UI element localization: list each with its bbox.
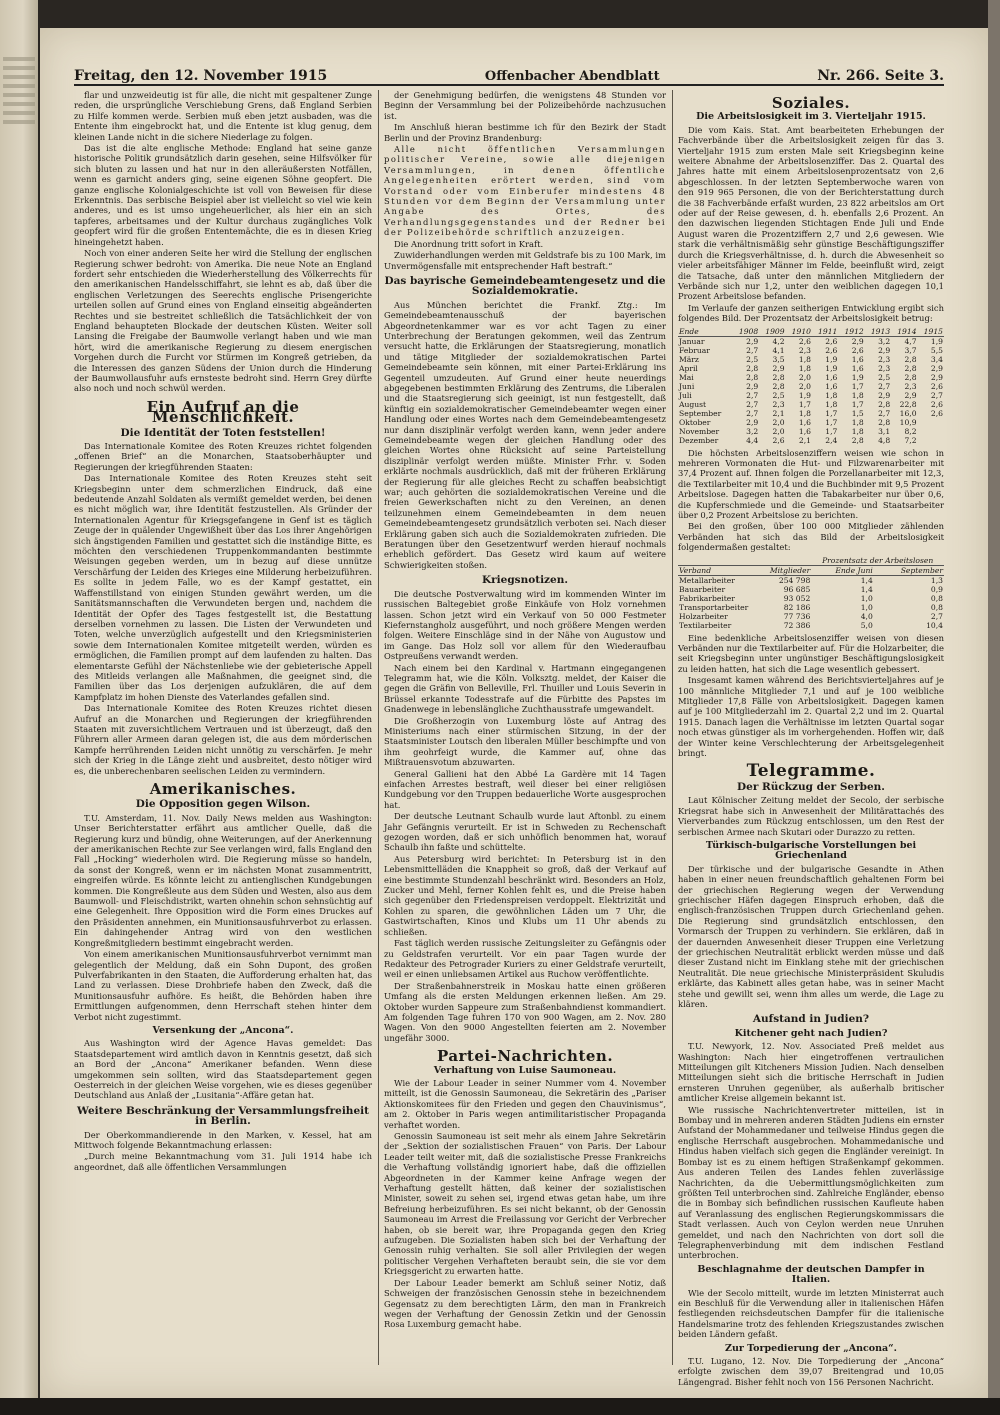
table-header-cell: 1909: [759, 327, 785, 337]
table-cell: 2,3: [904, 381, 917, 391]
table-cell: Juni: [679, 381, 695, 391]
table-cell: 2,9: [930, 363, 943, 373]
table-cell: 1,6: [851, 363, 864, 373]
table-header-cell: 1910: [786, 327, 812, 337]
table-cell: Februar: [679, 345, 710, 355]
subhead-dampfer: Beschlagnahme der deutschen Dampfer in Italien.: [697, 1263, 925, 1286]
table-cell: 2,0: [798, 372, 811, 382]
headline-partei: Partei-Nachrichten.: [436, 1047, 614, 1066]
table-cell: November: [679, 426, 720, 436]
article-paragraph: „Durch meine Bekanntmachung vom 31. Juli 1914 habe ich angeordnet, daß alle öffentlichen Versammlungen: [74, 1151, 372, 1172]
table-cell: 2,7: [878, 381, 891, 391]
table-cell: 0,8: [930, 593, 943, 603]
table-cell: 77 736: [783, 611, 811, 621]
table-cell: 2,1: [772, 408, 785, 418]
table-cell: 2,1: [798, 435, 811, 445]
subhead-identitaet: Die Identität der Toten feststellen!: [120, 426, 326, 439]
article-paragraph: der Genehmigung bedürfen, die wenigstens 48 Stunden vor Beginn der Versammlung bei der Polizeibehörde nachzusuchen ist.: [384, 90, 666, 121]
table-cell: 2,6: [930, 381, 943, 391]
article-paragraph: Wie der Labour Leader in seiner Nummer vom 4. November mitteilt, ist die Genossin Saumoneau, die Sekretärin des „Pariser Aktionskomitees für den Frieden und gegen den Chauvinismus“, am 2. Oktober in Paris wegen antimilitaristischer Propaganda verhaftet worden.: [384, 1077, 666, 1130]
table-cell: 10,9: [899, 417, 917, 427]
headline-bayern: Das bayrische Gemeindebeamtengesetz und die Sozialdemokratie.: [384, 274, 666, 298]
table-cell: März: [679, 354, 699, 364]
article-paragraph: Im Anschluß hieran bestimme ich für den Bezirk der Stadt Berlin und der Provinz Brandenburg:: [384, 122, 666, 143]
table-cell: 1,8: [798, 354, 811, 364]
article-paragraph: Aus Washington wird der Agence Havas gemeldet: Das Staatsdepartement wird amtlich davon in Kenntnis gesetzt, daß sich an Bord der „Ancona“ Amerikaner befanden. Wenn diese umgekommen sein sollten, wird das Staatsdepartement gegen Oesterreich in der gleichen Weise vorgehen, wie es dieses gegenüber Deutschland aus Anlaß der „Lusitania“-Affäre getan hat.: [74, 1038, 372, 1101]
unemployment-table: [678, 327, 944, 445]
table-header-cell: September: [874, 565, 944, 575]
table-header-cell: Mitglieder: [762, 565, 812, 575]
table-cell: 2,5: [878, 372, 891, 382]
article-paragraph: Insgesamt kamen während des Berichtsvierteljahres auf je 100 männliche Mitglieder 7,1 und auf je 100 weibliche Mitglieder 17,8 Fälle von Arbeitslosigkeit. Dagegen kamen auf je 100 Mitgliederzahl im 2. Quartal 2,2 und im 2. Quartal 1915. Danach lagen die Verhältnisse im letzten Quartal sogar noch etwas günstiger als im vorhergehenden. Hoffen wir, daß der Winter keine Verschlechterung der Arbeitsgelegenheit bringt.: [678, 675, 944, 759]
table-cell: Bauarbeiter: [679, 584, 726, 594]
table-cell: 1,8: [825, 399, 838, 409]
table-cell: 2,7: [878, 408, 891, 418]
table-row: [678, 575, 944, 585]
table-cell: 1,8: [798, 363, 811, 373]
table-cell: 96 685: [783, 584, 811, 594]
table-row: [678, 621, 944, 630]
article-paragraph: Alle nicht öffentlichen Versammlungen politischer Vereine, sowie alle diejenigen Versammlungen, in denen öffentliche Angelegenheiten erörtert werden, sind vom Vorstand oder vom Einberufer mindestens 48 Stunden vor dem Beginn der Versammlung unter Angabe des Ortes, des Verhandlungsgegenstandes und der Redner bei der Polizeibehörde schriftlich anzuzeigen.: [384, 144, 666, 238]
table-cell: 5,0: [860, 620, 873, 630]
table-cell: 4,2: [772, 336, 785, 346]
table-row: [678, 594, 944, 603]
article-paragraph: Aus Petersburg wird berichtet: In Petersburg ist in den Lebensmittelläden die Knappheit so groß, daß der Verkauf auf eine bestimmte Stundenzahl beschränkt wird. Besonders an Holz, Zucker und Mehl, ferner Kohlen fehlt es, und die Preise haben sich gegenüber den Friedenspreisen verdoppelt. Elektrizität und Kohlen zu sparen, die gewöhnlichen Läden um 7 Uhr, die Gastwirtschaften, Kinos und Klubs um 11 Uhr abends zu schließen.: [384, 853, 666, 937]
table-cell: 0,9: [930, 584, 943, 594]
table-cell: 82 186: [783, 602, 811, 612]
article-paragraph: General Gallieni hat den Abbé La Gardère mit 14 Tagen einfachen Arrestes bestraft, weil dieser bei einer religiösen Kundgebung vor den Truppen bedauerliche Worte ausgesprochen hat.: [384, 768, 666, 810]
table-cell: 4,8: [878, 435, 891, 445]
article-paragraph: Noch von einer anderen Seite her wird die Stellung der englischen Regierung schwer bedroht: von Amerika. Die neue Note an England fordert sehr entschieden die Wiederherstellung des Völkerrechts für den amerikanischen Handelsschiffahrt, sie lehnt es ab, daß über die englischen Verletzungen des Seerechts englische Prisengerichte urteilen sollen auf Grund eines von England einseitig abgeänderten Rechtes und sie bestreitet schließlich die Tatsächlichkeit der von England behaupteten Blockade der deutschen Küsten. Weiter soll Lansing die Freigabe der Baumwolle verlangt haben und wie man hört, wird die amerikanische Regierung zu diesem energischen Vorgehen durch die Furcht vor Stürmen im Kongreß getrieben, da die Interessen des ganzen Südens der Union durch die Hinderung der Baumwollausfuhr aufs ernsteste bedroht sind. Herrn Grey dürfte also noch und noch schwül werden.: [74, 248, 372, 394]
table-cell: 2,8: [851, 435, 864, 445]
table-row: [678, 418, 944, 427]
table-cell: 2,8: [904, 372, 917, 382]
table-cell: 1,4: [860, 575, 873, 585]
table-row: [678, 364, 944, 373]
subhead-griechenland: Türkisch-bulgarische Vorstellungen bei Griechenland: [705, 839, 917, 862]
column-divider: [378, 90, 379, 1365]
table-cell: 2,3: [798, 345, 811, 355]
table-cell: 1,9: [825, 363, 838, 373]
table-row: [678, 373, 944, 382]
article-paragraph: Die vom Kais. Stat. Amt bearbeiteten Erhebungen der Fachverbände über die Arbeitslosigkeit zeigen für das 3. Vierteljahr 1915 zum ersten Male seit Kriegsbeginn keine weitere Abnahme der Arbeitslosenziffer. Das 2. Quartal des Jahres hatte mit einem Arbeitslosenprozentsatz von 2,6 abgeschlossen. In der letzten Septemberwoche waren von den 919 965 Personen, die von der Berichterstattung durch die 38 Fachverbände erfaßt wurden, 23 822 arbeitslos am Ort oder auf der Reise gewesen, d. h. ebenfalls 2,6 Prozent. An den dazwischen liegenden Stichtagen Ende Juli und Ende August waren die Prozentziffern 2,7 und 2,6 gewesen. Wie stark die verhältnismäßig sehr günstige Beschäftigungsziffer durch die Kriegsverhältnisse, d. h. durch die Abwesenheit so vieler arbeitsfähiger Männer im Felde, beeinflußt wird, zeigt die Tatsache, daß unter den männlichen Mitgliedern der Verbände sich nur 1,2, unter den weiblichen dagegen 10,1 Prozent Arbeitslose befanden.: [678, 124, 944, 302]
table-cell: 0,8: [930, 602, 943, 612]
table-cell: 16,0: [899, 408, 917, 418]
table-cell: 2,9: [772, 363, 785, 373]
table-cell: Metallarbeiter: [679, 575, 735, 585]
page-edge-right: [988, 0, 1000, 1415]
masthead: [74, 58, 944, 86]
article-paragraph: Zuwiderhandlungen werden mit Geldstrafe bis zu 100 Mark, im Unvermögensfalle mit entsprechender Haft bestraft.“: [384, 250, 666, 271]
article-paragraph: Laut Kölnischer Zeitung meldet der Secolo, der serbische Kriegsrat habe sich in Anwesenheit der Militärattachés des Vierverbandes zum Rückzug entschlossen, um den Rest der serbischen Armee nach Skutari oder Durazzo zu retten.: [678, 795, 944, 837]
table-header-cell: 1912: [838, 327, 864, 337]
table-cell: 4,0: [860, 611, 873, 621]
article-paragraph: Das Internationale Komitee des Roten Kreuzes richtet folgenden „offenen Brief“ an die Monarchen, Staatsoberhäupter und Regierungen der kriegführenden Staaten:: [74, 441, 372, 472]
article-paragraph: Nach einem bei den Kardinal v. Hartmann eingegangenen Telegramm hat, wie die Köln. Volksztg. meldet, der Kaiser die gegen die Gräfin von Belleville, Frl. Thuiller und Louis Severin in Brüssel erkannte Todesstrafe auf die Fürbitte des Papstes im Gnadenwege in lebenslängliche Zuchthausstrafe umgewandelt.: [384, 662, 666, 715]
table-cell: 1,0: [860, 593, 873, 603]
article-paragraph: Im Verlaufe der ganzen seitherigen Entwicklung ergibt sich folgendes Bild. Der Prozentsatz der Arbeitslosigkeit betrug:: [678, 302, 944, 324]
table-cell: Holzarbeiter: [679, 611, 728, 621]
table-cell: 2,9: [746, 381, 759, 391]
table-cell: 2,8: [746, 372, 759, 382]
table-cell: 2,8: [904, 354, 917, 364]
table-cell: 1,9: [798, 390, 811, 400]
table-cell: 2,7: [746, 408, 759, 418]
table-cell: Dezember: [679, 435, 719, 445]
table-cell: 1,7: [825, 408, 838, 418]
column-2: [384, 90, 666, 1365]
table-cell: 2,5: [772, 390, 785, 400]
table-cell: 4,7: [904, 336, 917, 346]
article-paragraph: Die Großherzogin von Luxemburg löste auf Antrag des Ministeriums nach einer stürmischen Sitzung, in der der Staatsminister Loutsch den liberalen Müller beschimpfte und von ihm geohrfeigt wurde, die Kammer auf, ohne das Mißtrauensvotum abzuwarten.: [384, 715, 666, 768]
column-divider: [672, 90, 673, 1365]
table-cell: 1,6: [825, 381, 838, 391]
table-header-cell: 1908: [733, 327, 759, 337]
article-paragraph: Wie der Secolo mitteilt, wurde im letzten Ministerrat auch ein Beschluß für die Verwendung aller in italienischen Häfen festliegenden reichsdeutschen Dampfer für die italienische Handelsmarine trotz des fehlenden Kriegszustandes zwischen beiden Ländern gefaßt.: [678, 1287, 944, 1340]
article-paragraph: Der türkische und der bulgarische Gesandte in Athen haben in einer neuen freundschaftlich gehaltenen Form bei der griechischen Regierung wegen der Verwendung griechischer Häfen dagegen Einspruch erhoben, daß die englisch-französischen Truppen durch Griechenland gehen. Die Regierung sind grundsätzlich entschlossen, den Vormarsch der Truppen zu verhindern. Sie erklären, daß in der dauernden Anwesenheit dieser Truppen eine Verletzung der griechischen Neutralität erblickt werden müsse und daß dieser Zustand nicht im Einklang stehe mit der griechischen Neutralität. Die neue griechische Ministerpräsident Skuludis erklärte, das Kabinett alles getan habe, was in seiner Macht stehe und gewillt sei, wenn ihm alles um werde, die Lage zu klären.: [678, 863, 944, 1009]
table-cell: 2,8: [878, 399, 891, 409]
page-edge-bottom: [0, 1398, 1000, 1415]
union-table: [678, 556, 944, 630]
table-cell: 2,9: [878, 390, 891, 400]
table-cell: Januar: [679, 336, 705, 346]
table-cell: 1,7: [825, 417, 838, 427]
table-cell: 93 052: [783, 593, 811, 603]
table-row: [678, 382, 944, 391]
article-paragraph: Von einem amerikanischen Munitionsausfuhrverbot vernimmt man gelegentlich der Meldung, daß ein Sohn Dupont, des großen Pulverfabrikanten in den Staaten, die Aufforderung erhalten hat, das Land zu verlassen. Diese Drohbriefe haben den Zweck, daß die Munitionsausfuhr aufhöre. Es heißt, die Behörden haben ihre Ermittlungen aufgenommen, denn Herrschaft stehen hinter dem Verbot nicht zugestimmt.: [74, 949, 372, 1022]
table-cell: 1,8: [798, 408, 811, 418]
article-paragraph: T.U. Newyork, 12. Nov. Associated Preß meldet aus Washington: Nach hier eingetroffenen vertraulichen Mitteilungen gilt Kitcheners Mission Judien. Nach denselben Mitteilungen sieht sich die britische Herrschaft in Judien ernsteren Unruhen gegenüber, als außerhalb britischer amtlicher Kreise allgemein bekannt ist.: [678, 1041, 944, 1104]
table-cell: 1,8: [851, 426, 864, 436]
table-cell: September: [679, 408, 722, 418]
headline-telegramme: Telegramme.: [746, 761, 876, 782]
table-cell: 2,6: [772, 435, 785, 445]
issue-number: Nr. 266. Seite 3.: [817, 68, 944, 84]
table-cell: 2,0: [798, 381, 811, 391]
table-cell: 3,5: [772, 354, 785, 364]
subhead-kitchener: Kitchener geht nach Judien?: [734, 1027, 888, 1039]
column-1: [74, 90, 372, 1365]
table-cell: 2,5: [746, 354, 759, 364]
subhead-arbeitslosigkeit: Die Arbeitslosigkeit im 3. Vierteljahr 1915.: [696, 111, 926, 123]
headline-amerikanisches: Amerikanisches.: [149, 780, 297, 798]
article-paragraph: Genossin Saumoneau ist seit mehr als einem Jahre Sekretärin der „Sektion der sozialistischen Frauen“ von Paris. Der Labour Leader teilt weiter mit, daß die sozialistische Presse Frankreichs die Verhaftung vollständig ignoriert habe, daß die offiziellen Abgeordneten in der Kammer keine Anfrage wegen der Verhaftung gestellt hätten, daß keiner der sozialistischen Minister, soweit zu sehen sei, irgend etwas getan habe, um ihre Befreiung herbeizuführen. Es sei nicht bekannt, ob der Genossin Saumoneau im Arrest die Freilassung vor Gericht der Verbrecher haben, ob sie bereit war, ihre Propaganda gegen den Krieg aufzugeben. Die Sozialisten haben sich bei der Verhaftung der Genossin ruhig verhalten. Sie soll aller Privilegien der wegen politischer Vergehen Verhafteten beraubt sein, die sie vor dem Kriegsgericht zu erwarten hatte.: [384, 1131, 666, 1277]
table-cell: 4,4: [746, 435, 759, 445]
table-cell: 22,8: [899, 399, 917, 409]
table-cell: 254 798: [778, 575, 811, 585]
table-row: [678, 603, 944, 612]
table-cell: 2,9: [746, 336, 759, 346]
article-paragraph: Der Oberkommandierende in den Marken, v. Kessel, hat am Mittwoch folgende Bekanntmachung erlassen:: [74, 1129, 372, 1150]
issue-date: Freitag, den 12. November 1915: [74, 68, 328, 84]
table-cell: 8,2: [904, 426, 917, 436]
table-cell: 2,6: [825, 345, 838, 355]
table-cell: 3,2: [878, 336, 891, 346]
table-cell: 1,6: [798, 417, 811, 427]
column-3: [678, 90, 944, 1387]
table-row: [678, 336, 944, 346]
table-cell: 2,6: [930, 408, 943, 418]
table-cell: 2,9: [930, 372, 943, 382]
table-cell: 2,9: [746, 417, 759, 427]
table-cell: 1,3: [930, 575, 943, 585]
subhead-saumoneau: Verhaftung von Luise Saumoneau.: [433, 1064, 617, 1076]
table-cell: 1,6: [798, 426, 811, 436]
table-cell: [918, 436, 944, 445]
table-header-cell: 1914: [891, 327, 917, 337]
table-cell: 2,8: [904, 363, 917, 373]
table-cell: 2,6: [825, 336, 838, 346]
article-paragraph: flar und unzweideutig ist für alle, die nicht mit gespaltener Zunge reden, die ursprüngliche Verschiebung Grens, daß England Serbien zu Hilfe kommen werde. Serbien muß eben jetzt ausbaden, was die Entente ihm eingebrockt hat, und die Entente ist klug genug, dem kleinen Lande nicht in die sichere Niederlage zu folgen.: [74, 90, 372, 142]
table-cell: 2,3: [878, 363, 891, 373]
headline-soziales: Soziales.: [771, 94, 851, 112]
table-cell: 2,7: [930, 611, 943, 621]
table-cell: 1,8: [851, 390, 864, 400]
table-cell: 2,9: [851, 336, 864, 346]
table-cell: 2,3: [878, 354, 891, 364]
table-cell: 7,2: [904, 435, 917, 445]
table-cell: 1,9: [825, 354, 838, 364]
table-cell: 1,7: [798, 399, 811, 409]
subhead-judien: Aufstand in Judien?: [752, 1013, 870, 1026]
table-header-cell: 1913: [865, 327, 891, 337]
article-paragraph: Die deutsche Postverwaltung wird im kommenden Winter im russischen Baltegebiet große Einkäufe von Holz vornehmen lassen. Schon jetzt wird ein Verkauf von 50 000 Festmeter Kiefernstangholz ausgeführt, und noch größere Mengen werden folgen. Weitere Einschläge sind in der Nähe von Augustow und im Gange. Das Holz soll vor allem für den Wiederaufbau Ostpreußens verwandt werden.: [384, 588, 666, 662]
table-cell: 2,8: [772, 372, 785, 382]
table-cell: 1,7: [851, 381, 864, 391]
headline-aufruf: Ein Aufruf an die Menschlichkeit.: [146, 397, 300, 427]
table-cell: 2,3: [772, 399, 785, 409]
table-cell: 1,0: [860, 602, 873, 612]
table-cell: 2,6: [930, 399, 943, 409]
table-header-cell: Verband: [678, 565, 762, 575]
table-header-cell: 1915: [918, 327, 944, 337]
article-paragraph: Der deutsche Leutnant Schaulb wurde laut Aftonbl. zu einem Jahr Gefängnis verurteilt. Er ist in Schweden zu Rechenschaft gezogen worden, daß er sich unhöflich benommen hat, worauf Schaulb ihn faßte und schüttelte.: [384, 811, 666, 853]
table-row: [678, 585, 944, 594]
subhead-opposition: Die Opposition gegen Wilson.: [135, 798, 311, 811]
table-cell: Transportarbeiter: [679, 602, 749, 612]
table-cell: April: [679, 363, 698, 373]
article-paragraph: Die höchsten Arbeitslosenziffern weisen wie schon in mehreren Vormonaten die Hut- und Filzwarenarbeiter mit 37,4 Prozent auf. Ihnen folgen die Porzellanarbeiter mit 12,3, die Textilarbeiter mit 10,4 und die Buchbinder mit 9,5 Prozent Arbeitslose. Dagegen hatten die Tabakarbeiter nur über 0,6, die Kupferschmiede und die Gemeinde- und Staatsarbeiter über 0,2 Prozent Arbeitslose zu berichten.: [678, 447, 944, 520]
table-cell: 1,4: [860, 584, 873, 594]
table-cell: 1,9: [851, 372, 864, 382]
table-cell: 1,8: [825, 390, 838, 400]
table-cell: 1,8: [851, 417, 864, 427]
table-cell: 3,2: [746, 426, 759, 436]
table-cell: 2,8: [878, 417, 891, 427]
table-cell: 5,5: [930, 345, 943, 355]
table-row: [678, 400, 944, 409]
table-row: [678, 391, 944, 400]
paper-title: Offenbacher Abendblatt: [484, 69, 660, 84]
table-cell: 1,7: [825, 426, 838, 436]
table-row: [678, 355, 944, 364]
article-paragraph: T.U. Lugano, 12. Nov. Die Torpedierung der „Ancona“ erfolgte zwischen dem 39,07 Breitengrad und 10,05 Längengrad. Bisher fehlt noch von 156 Personen Nachricht.: [678, 1356, 944, 1387]
table-cell: 2,7: [746, 345, 759, 355]
table-cell: 1,9: [930, 336, 943, 346]
table-cell: 2,8: [772, 381, 785, 391]
table-cell: 2,7: [746, 390, 759, 400]
table-cell: 2,6: [851, 345, 864, 355]
article-paragraph: Das Internationale Komitee des Roten Kreuzes steht seit Kriegsbeginn unter dem schmerzlichen Eindruck, daß eine bedeutende Anzahl Soldaten als vermißt gemeldet werden, bei denen es nicht möglich war, ihre Identität festzustellen. Als Gründer der Internationalen Agentur für Kriegsgefangene in Genf ist es täglich Zeuge der in quälender Ungewißheit über das Los ihrer Angehörigen sich ängstigenden Familien und gestattet sich die inständige Bitte, es möchten den verschiedenen Truppenkommandanten bestimmte Weisungen gegeben werden, um in bezug auf diese unnütze Verschärfung der Leiden des Krieges eine Milderung herbeizuführen. Es sollte in jedem Falle, wo es der Kampf gestattet, ein Waffenstillstand von einigen Stunden gewährt werden, um die Sanitätsmannschaften die Verwundeten bergen und, nachdem die Identität der Opfer des Tages festgestellt ist, die Bestattung derselben vornehmen zu lassen. Die Listen der Verwundeten und Toten, welche unverzüglich aufgestellt und den Kriegsministerien sowie dem Internationalen Komitee mitgeteilt werden, würden es ermöglichen, die Familien prompt auf dem laufenden zu halten. Das elementarste Gefühl der Nächstenliebe wie der gebieterische Appell des Mitleids verlangen alle Maßnahmen, die geeignet sind, die Familien über das Los derjenigen aufzuklären, die auf dem Kampfplatz im hohen Dienste des Vaterlandes gefallen sind.: [74, 473, 372, 702]
previous-page-stub: [0, 0, 38, 52]
table-cell: 2,7: [746, 399, 759, 409]
table-cell: 4,1: [772, 345, 785, 355]
newspaper-page: [40, 28, 988, 1398]
table-cell: 1,6: [825, 372, 838, 382]
article-paragraph: Eine bedenkliche Arbeitslosenziffer weisen von diesen Verbänden nur die Textilarbeiter auf. Für die Holzarbeiter, die seit Kriegsbeginn unter ungünstiger Beschäftigungslosigkeit zu leiden hatten, hat sich die Lage wesentlich gebessert.: [678, 632, 944, 674]
table-cell: August: [679, 399, 707, 409]
table-cell: 1,7: [851, 399, 864, 409]
table-cell: Oktober: [679, 417, 711, 427]
table-cell: Juli: [679, 390, 692, 400]
table-row: [678, 409, 944, 418]
table-cell: 2,8: [746, 363, 759, 373]
table-row: [678, 427, 944, 436]
headline-kriegsnotizen: Kriegsnotizen.: [482, 574, 568, 587]
table-cell: 2,7: [930, 390, 943, 400]
table-row: [678, 612, 944, 621]
table-row: [678, 436, 944, 445]
article-paragraph: T.U. Amsterdam, 11. Nov. Daily News melden aus Washington: Unser Berichterstatter erfährt aus amtlicher Quelle, daß die Regierung kurz und bündig, ohne Weiterungen, auf der Anerkennung der amerikanischen Rechte zur See verlangen wird, falls England den Fall „Hocking“ wiederholen wird. Die Regierung müsse so handeln, da sonst der Kongreß, wenn er im nächsten Monat zusammentritt, eingreifen würde. Es könnte leicht zu antienglischen Kundgebungen kommen. Die Kongreßleute aus dem Süden und Westen, also aus dem Baumwoll- und Fleischdistrikt, warten ohnehin schon sehnsüchtig auf eine Gelegenheit. Ihre Opposition wird die Form eines Druckes auf den Präsidenten annehmen, ein Munitionsausfuhrverbot zu erlassen. Ein dahingehender Antrag wird von den westlichen Kongreßmitgliedern bestimmt eingebracht werden.: [74, 812, 372, 948]
table-cell: 2,9: [904, 390, 917, 400]
article-paragraph: Fast täglich werden russische Zeitungsleiter zu Gefängnis oder zu Geldstrafen verurteilt. Vor ein paar Tagen wurde der Redakteur des Petrograder Kuriers zu einer Geldstrafe verurteilt, weil er einen unliebsamen Artikel aus Ruchow veröffentlichte.: [384, 938, 666, 980]
table-header-cell: Ende: [678, 327, 733, 337]
table-cell: Fabrikarbeiter: [679, 593, 735, 603]
article-paragraph: Aus München berichtet die Frankf. Ztg.: Im Gemeindebeamtenausschuß der bayerischen Abgeordnetenkammer war es vor acht Tagen zu einer Unterbrechung der Beratungen gekommen, weil das Zentrum versucht hatte, die Erklärungen der Staatsregierung, monatlich und tätige Mitglieder der sozialdemokratischen Partei Gemeindebeamte sein können, mit einer Partei-Erklärung ins Gegenteil umzudeuten. Auf Grund einer heute neuerdings abgegebenen bestimmten Erklärung des Zentrums, die Liberalen und die Staatsregierung sich geeinigt, ist nun festgestellt, daß künftig ein sozialdemokratischer Gemeindebeamter wegen einer Handlung oder eines Wortes nach dem Gemeindebeamtengesetz nur dann disziplinär verfolgt werden kann, wenn jeder andere Gemeindebeamte wegen der gleichen Handlung oder des gleichen Wortes ohne Rücksicht auf seine Parteistellung disziplinär verfolgt werden müßte. Minister Frhr. v. Soden erklärte nochmals ausdrücklich, daß mit der früheren Erklärung der Regierung für alle gleiches Recht zu schaffen beabsichtigt war; auch gehörten die sozialdemokratischen Vereine und die freien Gewerkschaften nicht zu den Vereinen, an denen teilzunehmen einem Gemeindebeamten in dem neuen Gemeindebeamtengesetz grundsätzlich verboten sei. Nach dieser Erklärung gaben sich auch die Sozialdemokraten zufrieden. Die Beratungen über den Gesetzentwurf werden hierauf nochmals erheblich gefördert. Das Gesetz wird kaum auf weitere Schwierigkeiten stoßen.: [384, 299, 666, 570]
table-superheader: Prozentsatz der Arbeitslosen: [811, 556, 944, 566]
previous-page-edge: [0, 0, 38, 1415]
article-paragraph: Der Straßenbahnerstreik in Moskau hatte einen größeren Umfang als die ersten Meldungen erkennen ließen. Am 29. Oktober wurden Sappeure zum Straßenbahndienst kommandiert. Am folgenden Tage fuhren 170 von 900 Wagen, am 2. Nov. 280 Wagen. Von den 9000 Angestellten feierten am 2. November ungefähr 3000.: [384, 980, 666, 1043]
article-paragraph: Das ist die alte englische Methode: England hat seine ganze historische Politik grundsätzlich darin gesehen, seine Hilfsvölker für sich bluten zu lassen und hat nur in den alleräußersten Notfällen, wenn es garnicht anders ging, seine eigenen Söhne geopfert. Die ganze englische Kolonialgeschichte ist voll von Beweisen für diese Erkenntnis. Das serbische Beispiel aber ist vielleicht so viel wie kein anderes, und es ist umso ungeheuerlicher, als hier ein an sich tapferes, arbeitsames und der Kultur durchaus zugängliches Volk geopfert wird für die großen Ententemächte, die es in diesen Krieg hineingehetzt haben.: [74, 143, 372, 247]
table-cell: 3,7: [904, 345, 917, 355]
table-cell: 1,5: [851, 408, 864, 418]
article-paragraph: Bei den großen, über 100 000 Mitglieder zählenden Verbänden hat sich das Bild der Arbeitslosigkeit folgendermaßen gestaltet:: [678, 521, 944, 553]
table-cell: Textilarbeiter: [679, 620, 732, 630]
table-header-cell: Ende Juni: [811, 565, 874, 575]
subhead-versammlungsfreiheit: Weitere Beschränkung der Versammlungsfreiheit in Berlin.: [77, 1104, 369, 1128]
table-cell: 3,4: [930, 354, 943, 364]
article-paragraph: Wie russische Nachrichtenvertreter mitteilen, ist in Bombay und in mehreren anderen Städten Judiens ein ernster Aufstand der Mohammedaner und teilweise Hindus gegen die englische Herrschaft ausgebrochen. Mohammedanische und Hindus haben vielfach sich gegen die Engländer vereinigt. In Bombay ist es zu einem heftigen Straßenkampf gekommen. Aus anderen Teilen des Landes fehlen zuverlässige Nachrichten, da die Uebermittlungsmöglichkeiten zum größten Teil unterbrochen sind. Zahlreiche Engländer, ebenso die in Bombay sich befindlichen russischen Kaufleute haben auf Veranlassung des englischen Regierungskommissars die Stadt verlassen. Auch von Ceylon werden neue Unruhen gemeldet, und nach den Nachrichten von dort soll die Telegraphenverbindung mit dem indischen Festland unterbrochen.: [678, 1104, 944, 1261]
table-cell: 1,6: [851, 354, 864, 364]
table-cell: 2,0: [772, 417, 785, 427]
table-cell: Mai: [679, 372, 694, 382]
subhead-ancona: Versenkung der „Ancona“.: [152, 1024, 294, 1036]
table-cell: 10,4: [926, 620, 943, 630]
table-cell: [918, 418, 944, 427]
table-cell: 2,4: [825, 435, 838, 445]
table-cell: 2,6: [798, 336, 811, 346]
article-paragraph: Die Anordnung tritt sofort in Kraft.: [394, 238, 544, 249]
table-cell: 2,9: [878, 345, 891, 355]
table-cell: 2,0: [772, 426, 785, 436]
table-cell: 3,1: [878, 426, 891, 436]
subhead-serben: Der Rückzug der Serben.: [737, 780, 885, 793]
table-row: [678, 346, 944, 355]
table-cell: [918, 427, 944, 436]
table-cell: 72 386: [783, 620, 811, 630]
subhead-torpedierung: Zur Torpedierung der „Ancona“.: [725, 1342, 897, 1354]
article-paragraph: Das Internationale Komitee des Roten Kreuzes richtet diesen Aufruf an die Monarchen und Regierungen der kriegführenden Staaten mit zuversichtlichem Vertrauen und ist überzeugt, daß den Führern aller Armeen daran gelegen ist, die aus dem mörderischen Kampfe herrührenden Leiden nicht unnötig zu verschärfen. Je mehr sich der Krieg in die Länge zieht und ausbreitet, desto nötiger wird es, die unberechenbaren seelischen Leiden zu vermindern.: [74, 703, 372, 776]
table-header-cell: 1911: [812, 327, 838, 337]
article-paragraph: Der Labour Leader bemerkt am Schluß seiner Notiz, daß Schweigen der französischen Genossin stehe in bezeichnendem Gegensatz zu dem berechtigten Lärm, den man in Frankreich wegen der Verhaftung der Genossin Zetkin und der Genossin Rosa Luxemburg gemacht habe.: [384, 1277, 666, 1330]
